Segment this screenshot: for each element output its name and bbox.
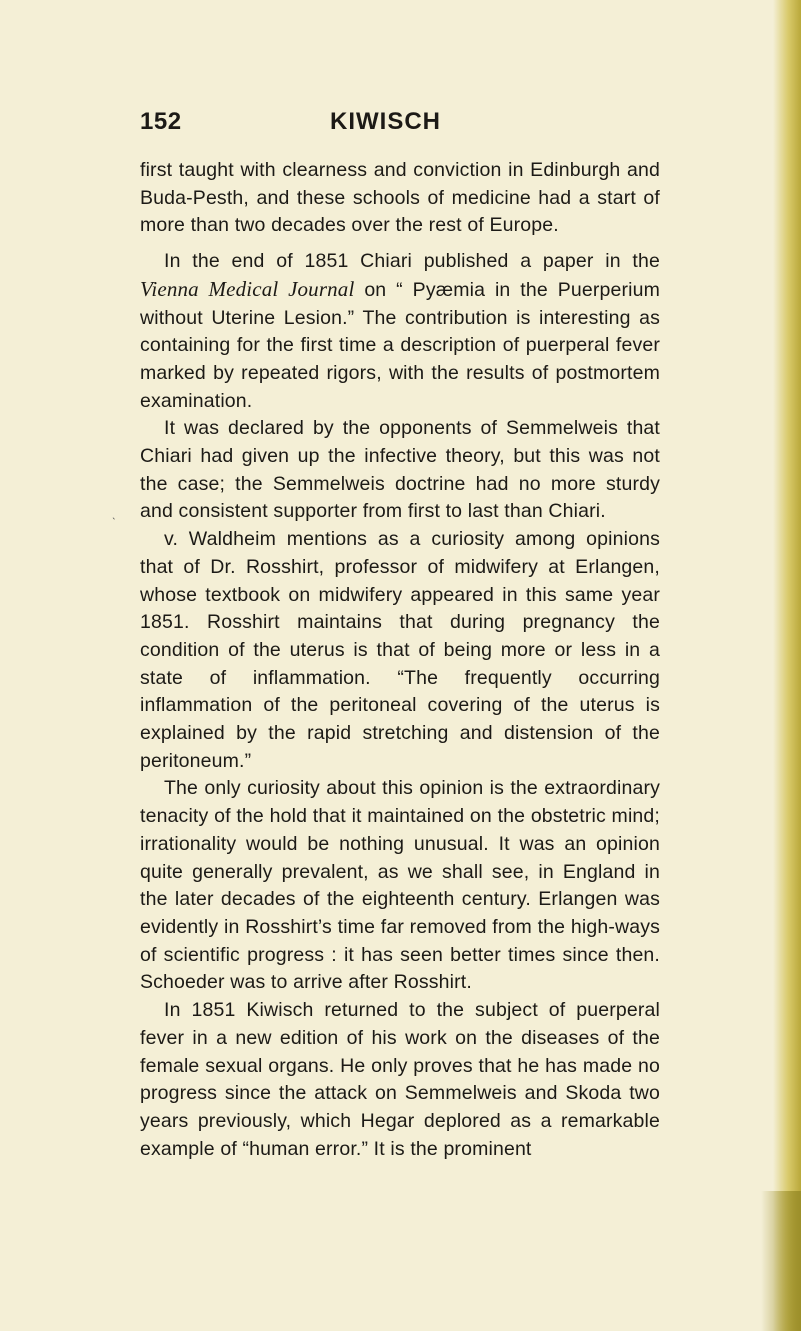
journal-title: Vienna Medical Journal bbox=[140, 276, 355, 301]
body-text bbox=[140, 157, 660, 1163]
paragraph-2 bbox=[140, 248, 660, 415]
page-number: 152 bbox=[140, 108, 182, 135]
page-edge-shadow bbox=[773, 0, 801, 1331]
paragraph-2-after: on “ Pyæmia in the Puerperium without Uterine Lesion.” The contribution is interesting as containing for the first time a description of puerperal fever marked by repeated rigors, with the results of postmortem examination. bbox=[140, 278, 660, 412]
paragraph-1: first taught with clearness and conviction in Edinburgh and Buda-Pesth, and these schools of medicine had a start of more than two decades over the rest of Europe. bbox=[140, 159, 660, 237]
paragraph-2-before: In the end of 1851 Chiari published a paper in the bbox=[164, 250, 660, 273]
print-speck: ˎ bbox=[112, 506, 116, 520]
paragraph-4: v. Waldheim mentions as a curiosity among opinions that of Dr. Rosshirt, professor of midwifery at Erlangen, whose textbook on midwifery appeared in this same year 1851. Rosshirt maintains that during pregnancy the condition of the uterus is that of being more or less in a state of inflammation. “The frequently occurring inflammation of the peritoneal covering of the uterus is explained by the rapid stretching and distension of the peritoneum.” bbox=[140, 528, 660, 772]
running-head: KIWISCH bbox=[330, 108, 441, 135]
paragraph-5: The only curiosity about this opinion is the extraordinary tenacity of the hold that it maintained on the obstetric mind; irrationality would be nothing unusual. It was an opinion quite generally prevalent, as we shall see, in England in the later decades of the eighteenth century. Erlangen was evidently in Rosshirt’s time far removed from the high-ways of scientific progress : it has seen better times since then. Schoeder was to arrive after Rosshirt. bbox=[140, 777, 660, 994]
page-edge-shadow-bottom bbox=[761, 1191, 801, 1331]
paragraph-3: It was declared by the opponents of Semmelweis that Chiari had given up the infective theory, but this was not the case; the Semmelweis doctrine had no more sturdy and consistent supporter from first to last than Chiari. bbox=[140, 417, 660, 523]
page-header bbox=[140, 108, 660, 138]
paragraph-6: In 1851 Kiwisch returned to the subject of puerperal fever in a new edition of his work on the diseases of the female sexual organs. He only proves that he has made no progress since the attack on Semmelweis and Skoda two years previously, which Hegar deplored as a remarkable example of “human error.” It is the prominent bbox=[140, 999, 660, 1160]
